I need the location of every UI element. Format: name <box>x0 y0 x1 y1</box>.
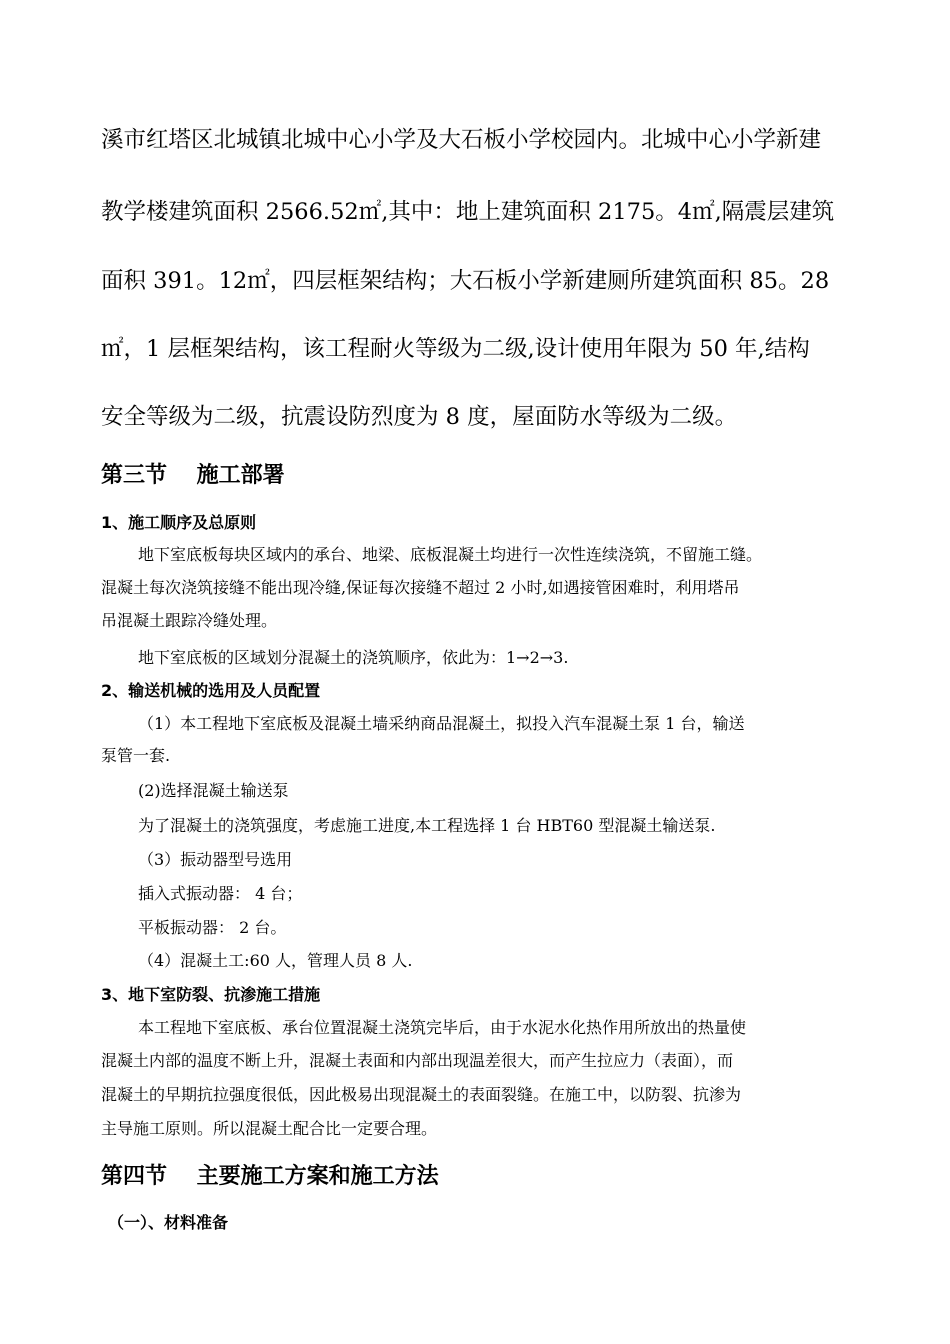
paragraph-line: 平板振动器： 2 台。 <box>138 918 287 937</box>
paragraph-line: 为了混凝土的浇筑强度，考虑施工进度,本工程选择 1 台 HBT60 型混凝土输送泵. <box>138 816 716 835</box>
intro-line: 面积 391。12㎡，四层框架结构；大石板小学新建厕所建筑面积 85。28 <box>101 268 830 294</box>
paragraph-line: 地下室底板的区域划分混凝土的浇筑顺序，依此为：1→2→3. <box>138 648 569 667</box>
paragraph-line: 混凝土每次浇筑接缝不能出现冷缝,保证每次接缝不超过 2 小时,如遇接管困难时，利用塔吊 <box>101 578 740 597</box>
paragraph-line: （1）本工程地下室底板及混凝土墙采纳商品混凝土，拟投入汽车混凝土泵 1 台，输送 <box>138 714 745 733</box>
paragraph-line: 混凝土内部的温度不断上升，混凝土表面和内部出现温差很大，而产生拉应力（表面），而 <box>101 1051 734 1070</box>
paragraph-line: 本工程地下室底板、承台位置混凝土浇筑完毕后，由于水泥水化热作用所放出的热量使 <box>138 1018 747 1037</box>
paragraph-line: 混凝土的早期抗拉强度很低，因此极易出现混凝土的表面裂缝。在施工中，以防裂、抗渗为 <box>101 1085 742 1104</box>
intro-line: 安全等级为二级，抗震设防烈度为 8 度，屋面防水等级为二级。 <box>101 404 738 430</box>
paragraph-line: (2)选择混凝土输送泵 <box>138 781 289 800</box>
intro-line: 溪市红塔区北城镇北城中心小学及大石板小学校园内。北城中心小学新建 <box>101 127 822 153</box>
paragraph-line: 地下室底板每块区域内的承台、地梁、底板混凝土均进行一次性连续浇筑，不留施工缝。 <box>138 545 763 564</box>
section-heading: 第四节 主要施工方案和施工方法 <box>101 1164 439 1189</box>
paragraph-line: （4）混凝土工:60 人，管理人员 8 人. <box>138 951 413 970</box>
paragraph-line: 插入式振动器： 4 台； <box>138 884 303 903</box>
paragraph-line: 主导施工原则。所以混凝土配合比一定要合理。 <box>101 1119 438 1138</box>
paragraph-line: 泵管一套. <box>101 746 171 765</box>
subsection-heading: （一）、材料准备 <box>108 1213 229 1232</box>
intro-line: ㎡，1 层框架结构，该工程耐火等级为二级,设计使用年限为 50 年,结构 <box>101 336 810 362</box>
section-heading: 第三节 施工部署 <box>101 463 285 488</box>
intro-line: 教学楼建筑面积 2566.52㎡,其中：地上建筑面积 2175。4㎡,隔震层建筑 <box>101 199 835 225</box>
subsection-heading: 3、地下室防裂、抗渗施工措施 <box>101 985 321 1004</box>
subsection-heading: 1、施工顺序及总原则 <box>101 513 257 532</box>
paragraph-line: 吊混凝土跟踪冷缝处理。 <box>101 611 278 630</box>
paragraph-line: （3）振动器型号选用 <box>138 850 293 869</box>
subsection-heading: 2、输送机械的选用及人员配置 <box>101 681 321 700</box>
